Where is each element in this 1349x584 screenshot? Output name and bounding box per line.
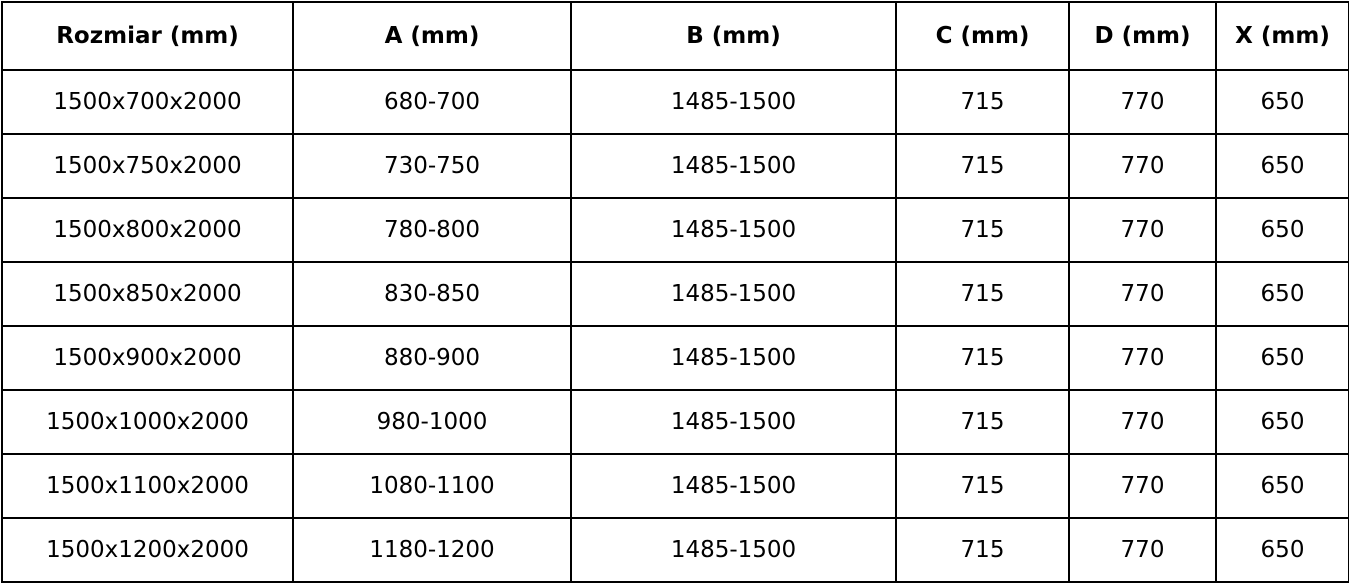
cell-d: 770: [1069, 198, 1216, 262]
cell-rozmiar: 1500x1200x2000: [2, 518, 293, 582]
cell-c: 715: [896, 518, 1069, 582]
cell-b: 1485-1500: [571, 134, 896, 198]
column-header-rozmiar: Rozmiar (mm): [2, 2, 293, 70]
cell-rozmiar: 1500x900x2000: [2, 326, 293, 390]
dimensions-table: [1, 1, 1349, 583]
table-row: [2, 518, 1349, 582]
table-row: [2, 454, 1349, 518]
cell-c: 715: [896, 70, 1069, 134]
column-header-d: D (mm): [1069, 2, 1216, 70]
table-header-row: [2, 2, 1349, 70]
table-row: [2, 134, 1349, 198]
cell-a: 730-750: [293, 134, 571, 198]
cell-c: 715: [896, 390, 1069, 454]
cell-x: 650: [1216, 262, 1349, 326]
cell-rozmiar: 1500x1100x2000: [2, 454, 293, 518]
cell-rozmiar: 1500x1000x2000: [2, 390, 293, 454]
cell-c: 715: [896, 454, 1069, 518]
cell-b: 1485-1500: [571, 198, 896, 262]
cell-b: 1485-1500: [571, 390, 896, 454]
column-header-b: B (mm): [571, 2, 896, 70]
cell-b: 1485-1500: [571, 326, 896, 390]
cell-c: 715: [896, 198, 1069, 262]
column-header-a: A (mm): [293, 2, 571, 70]
cell-d: 770: [1069, 454, 1216, 518]
cell-c: 715: [896, 262, 1069, 326]
cell-d: 770: [1069, 70, 1216, 134]
table-row: [2, 390, 1349, 454]
cell-d: 770: [1069, 134, 1216, 198]
cell-c: 715: [896, 134, 1069, 198]
cell-x: 650: [1216, 454, 1349, 518]
cell-a: 680-700: [293, 70, 571, 134]
cell-b: 1485-1500: [571, 262, 896, 326]
cell-b: 1485-1500: [571, 454, 896, 518]
cell-a: 980-1000: [293, 390, 571, 454]
cell-x: 650: [1216, 390, 1349, 454]
cell-rozmiar: 1500x700x2000: [2, 70, 293, 134]
cell-a: 880-900: [293, 326, 571, 390]
cell-a: 830-850: [293, 262, 571, 326]
cell-d: 770: [1069, 390, 1216, 454]
cell-rozmiar: 1500x800x2000: [2, 198, 293, 262]
cell-rozmiar: 1500x750x2000: [2, 134, 293, 198]
cell-x: 650: [1216, 326, 1349, 390]
column-header-c: C (mm): [896, 2, 1069, 70]
cell-d: 770: [1069, 518, 1216, 582]
column-header-x: X (mm): [1216, 2, 1349, 70]
table-row: [2, 326, 1349, 390]
cell-b: 1485-1500: [571, 518, 896, 582]
cell-a: 1080-1100: [293, 454, 571, 518]
cell-a: 1180-1200: [293, 518, 571, 582]
cell-c: 715: [896, 326, 1069, 390]
cell-x: 650: [1216, 518, 1349, 582]
table-row: [2, 70, 1349, 134]
cell-a: 780-800: [293, 198, 571, 262]
table-row: [2, 198, 1349, 262]
cell-d: 770: [1069, 326, 1216, 390]
cell-b: 1485-1500: [571, 70, 896, 134]
cell-d: 770: [1069, 262, 1216, 326]
spec-table-container: [0, 1, 1349, 584]
cell-x: 650: [1216, 198, 1349, 262]
cell-x: 650: [1216, 134, 1349, 198]
table-row: [2, 262, 1349, 326]
cell-rozmiar: 1500x850x2000: [2, 262, 293, 326]
cell-x: 650: [1216, 70, 1349, 134]
